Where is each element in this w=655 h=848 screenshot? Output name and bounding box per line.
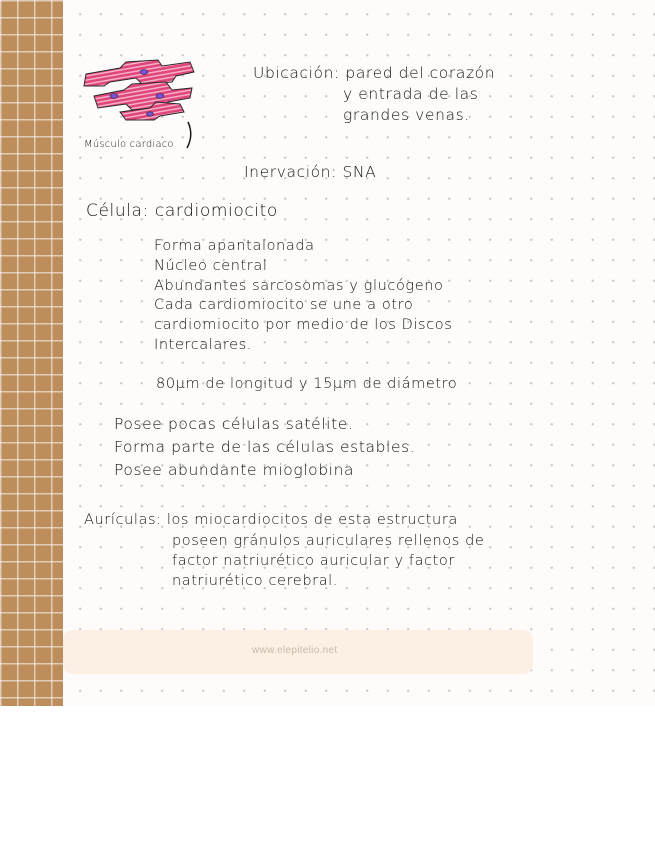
feature-2: Forma parte de las células estables. — [114, 438, 416, 456]
inervacion-text: Inervación: SNA — [244, 163, 377, 181]
auriculas-line-3: factor natriurético auricular y factor — [172, 553, 455, 569]
ubicacion-line-3: grandes venas. — [343, 106, 470, 124]
ubicacion-line-2: y entrada de las — [343, 85, 479, 103]
dimensions-text: 80µm de longitud y 15µm de diámetro — [156, 376, 458, 392]
celula-item-6: Intercalares. — [154, 337, 253, 353]
auriculas-line-2: poseen gránulos auriculares rellenos de — [172, 533, 485, 549]
celula-item-1: Forma apantalonada — [154, 238, 315, 254]
auriculas-line-4: natriurético cerebral. — [172, 573, 339, 589]
auriculas-line-1: Aurículas: los miocardiocitos de esta estructura — [84, 512, 458, 528]
celula-item-4: Cada cardiomiocito se une a otro — [154, 297, 414, 313]
bracket-mark — [184, 120, 196, 150]
celula-item-2: Núcleo central — [154, 258, 268, 274]
feature-3: Posee abundante mioglobina — [114, 461, 355, 479]
celula-heading: Célula: cardiomiocito — [86, 201, 278, 221]
illustration-label: Músculo cardiaco — [84, 139, 174, 150]
cardiac-muscle-cells-illustration — [80, 52, 200, 122]
muscle-cell-shapes — [84, 60, 194, 120]
watermark-text: www.elepitelio.net — [252, 645, 338, 656]
ubicacion-line-1: Ubicación: pared del corazón — [253, 64, 496, 82]
feature-1: Posee pocas células satélite. — [114, 415, 354, 433]
celula-item-3: Abundantes sarcosomas y glucógeno — [154, 278, 444, 294]
notebook-spine — [0, 0, 63, 706]
celula-item-5: cardiomiocito por medio de los Discos — [154, 317, 453, 333]
